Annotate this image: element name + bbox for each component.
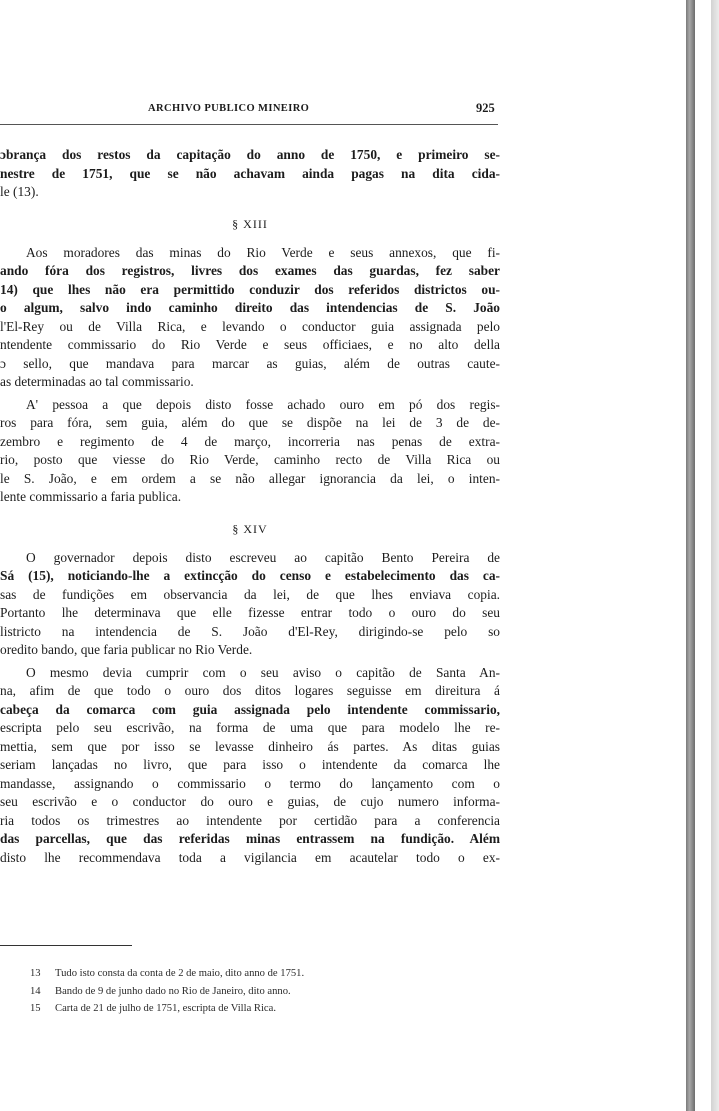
text-line: na, afim de que todo o ouro dos ditos logares seguisse em direitura á <box>0 683 500 698</box>
page-header <box>0 103 500 123</box>
paragraph <box>0 396 500 507</box>
footnote-text: Tudo isto consta da conta de 2 de maio, dito anno de 1751. <box>55 968 305 979</box>
footnote-15 <box>30 1000 500 1018</box>
text-line: nestre de 1751, que se não achavam ainda pagas na dita cida- <box>0 165 500 181</box>
text-line: ɔ sello, que mandava para marcar as guias, além de outras caute- <box>0 355 500 371</box>
text-line: O mesmo devia cumprir com o seu aviso o capitão de Santa An- <box>26 664 500 680</box>
footnote-text: Bando de 9 de junho dado no Rio de Janeiro, dito anno. <box>55 985 291 997</box>
footnote-number: 15 <box>30 1003 41 1014</box>
page-edge-margin <box>711 0 719 1111</box>
text-line: cabeça da comarca com guia assignada pelo intendente commissario, <box>0 701 500 717</box>
text-line: ɔbrança dos restos da capitação do anno de 1750, e primeiro se- <box>0 147 500 162</box>
text-line: ros para fóra, sem guia, além do que se dispõe na lei de 3 de de- <box>0 415 500 430</box>
text-line: ando fóra dos registros, livres dos exames das guardas, fez saber <box>0 263 500 278</box>
text-line: Portanto lhe determinava que elle fizesse entrar todo o ouro do seu <box>0 605 500 620</box>
section-heading-xiii: § XIII <box>232 216 268 231</box>
footnote-14 <box>30 983 500 1001</box>
text-line: ntendente commissario do Rio Verde e seus officiaes, e no alto della <box>0 337 500 352</box>
text-line: 14) que lhes não era permittido conduzir dos referidos districtos ou- <box>0 281 500 297</box>
paragraph <box>0 244 500 392</box>
text-line: lente commissario a faria publica. <box>0 489 182 504</box>
footnote-number: 13 <box>30 968 41 979</box>
text-line: l'El-Rey ou de Villa Rica, e levando o conductor guia assignada pelo <box>0 318 500 334</box>
text-line: O governador depois disto escreveu ao capitão Bento Pereira de <box>26 549 500 565</box>
text-line: zembro e regimento de 4 de março, incorreria nas penas de extra- <box>0 433 500 449</box>
body-text <box>0 146 500 867</box>
text-line: o algum, salvo indo caminho direito das intendencias de S. João <box>0 300 500 315</box>
text-line: sas de fundições em observancia da lei, de que lhes enviava copia. <box>0 586 500 602</box>
footnotes <box>30 965 500 1018</box>
text-line: oredito bando, que faria publicar no Rio Verde. <box>0 642 253 657</box>
text-line: seu escrivão e o conductor do ouro e guias, de cujo numero informa- <box>0 794 500 809</box>
footnote-number: 14 <box>30 985 41 997</box>
page-number: 925 <box>476 101 495 115</box>
text-line: escripta pelo seu escrivão, na forma de uma que para modelo lhe re- <box>0 720 500 735</box>
text-line: listricto na intendencia de S. João d'El-Rey, dirigindo-se pelo so <box>0 623 500 639</box>
text-line: seriam lançadas no livro, que para isso o intendente da comarca lhe <box>0 757 500 772</box>
text-line: das parcellas, que das referidas minas entrassem na fundição. Além <box>0 831 500 846</box>
section-heading-xiv: § XIV <box>232 521 268 536</box>
paragraph <box>0 664 500 868</box>
text-line: as determinadas ao tal commissario. <box>0 374 194 389</box>
footnote-13 <box>30 965 500 983</box>
text-line: Aos moradores das minas do Rio Verde e seus annexos, que fi- <box>26 244 500 260</box>
text-line: disto lhe recommendava toda a vigilancia em acautelar todo o ex- <box>0 849 500 865</box>
page-edge-shadow <box>686 0 695 1111</box>
text-line: mettia, sem que por isso se levasse dinheiro ás partes. As ditas guias <box>0 738 500 754</box>
text-line: rio, posto que viesse do Rio Verde, caminho recto de Villa Rica ou <box>0 452 500 467</box>
text-line: ria todos os trimestres ao intendente por certidão para a conferencia <box>0 812 500 828</box>
paragraph <box>0 549 500 660</box>
running-title: ARCHIVO PUBLICO MINEIRO <box>148 103 310 114</box>
footnote-text: Carta de 21 de julho de 1751, escripta de Villa Rica. <box>55 1003 276 1014</box>
text-line: le (13). <box>0 184 39 199</box>
intro-paragraph <box>0 146 500 202</box>
text-line: mandasse, assignando o commissario o termo do lançamento com o <box>0 775 500 791</box>
footnote-rule <box>0 945 132 946</box>
header-rule <box>0 124 498 125</box>
text-line: A' pessoa a que depois disto fosse achado ouro em pó dos regis- <box>26 396 500 412</box>
text-line: Sá (15), noticiando-lhe a extincção do censo e estabelecimento das ca- <box>0 568 500 583</box>
text-line: le S. João, e em ordem a se não allegar ignorancia da lei, o inten- <box>0 470 500 486</box>
